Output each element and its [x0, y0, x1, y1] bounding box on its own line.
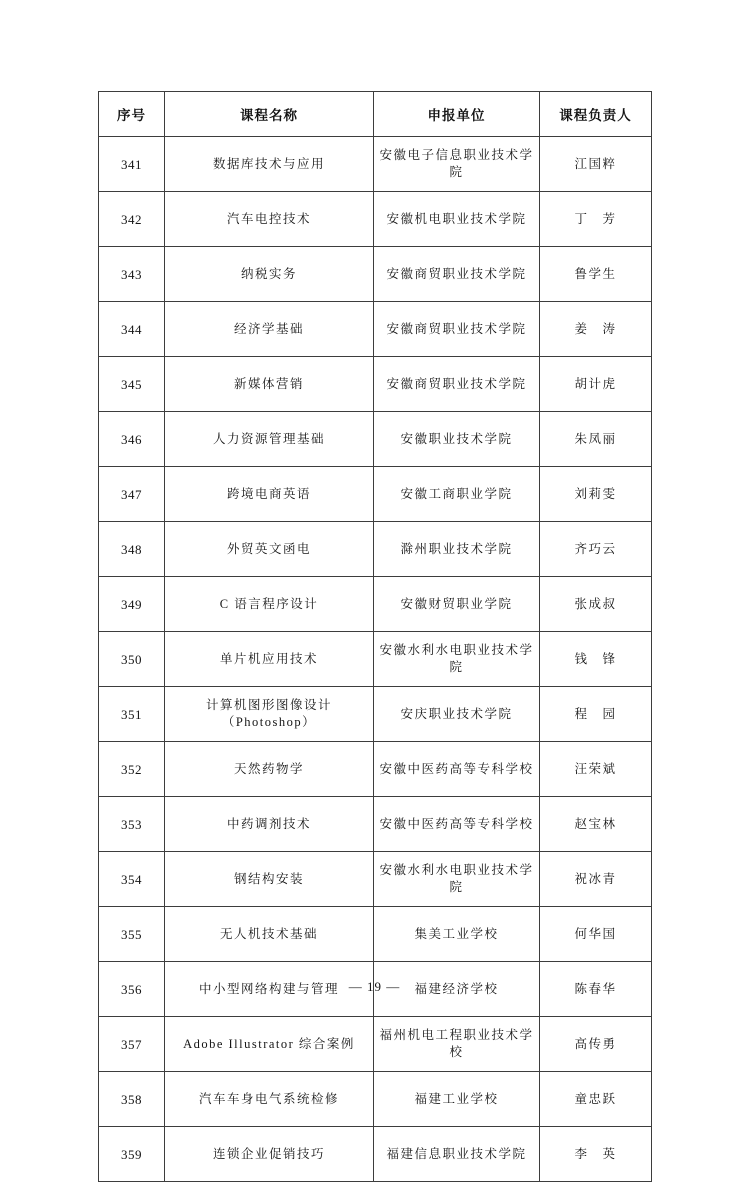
- cell-applicant-unit: 安徽商贸职业技术学院: [374, 357, 540, 412]
- cell-applicant-unit: 福建工业学校: [374, 1072, 540, 1127]
- table-row: [99, 632, 652, 687]
- cell-course-name: 计算机图形图像设计（Photoshop）: [165, 687, 374, 742]
- table-row: [99, 247, 652, 302]
- page-number: — 19 —: [348, 979, 401, 994]
- cell-serial-number: 358: [99, 1072, 165, 1127]
- cell-applicant-unit: 福建经济学校: [374, 962, 540, 1017]
- table-row: [99, 192, 652, 247]
- cell-course-leader: 鲁学生: [540, 247, 652, 302]
- cell-applicant-unit: 安徽工商职业学院: [374, 467, 540, 522]
- cell-serial-number: 341: [99, 137, 165, 192]
- cell-course-name: 经济学基础: [165, 302, 374, 357]
- table-row: [99, 687, 652, 742]
- cell-applicant-unit: 安徽水利水电职业技术学院: [374, 852, 540, 907]
- table-row: [99, 1072, 652, 1127]
- table-row: [99, 797, 652, 852]
- cell-applicant-unit: 安徽机电职业技术学院: [374, 192, 540, 247]
- cell-course-leader: 姜 涛: [540, 302, 652, 357]
- cell-serial-number: 359: [99, 1127, 165, 1182]
- cell-serial-number: 356: [99, 962, 165, 1017]
- cell-course-leader: 张成叔: [540, 577, 652, 632]
- cell-applicant-unit: 安徽中医药高等专科学校: [374, 742, 540, 797]
- cell-course-name: 无人机技术基础: [165, 907, 374, 962]
- cell-course-name: 汽车电控技术: [165, 192, 374, 247]
- header-course-name: 课程名称: [165, 92, 374, 137]
- table-row: [99, 412, 652, 467]
- cell-applicant-unit: 安徽中医药高等专科学校: [374, 797, 540, 852]
- cell-serial-number: 357: [99, 1017, 165, 1072]
- cell-course-name: 汽车车身电气系统检修: [165, 1072, 374, 1127]
- cell-course-leader: 胡计虎: [540, 357, 652, 412]
- cell-course-leader: 高传勇: [540, 1017, 652, 1072]
- table-row: [99, 137, 652, 192]
- cell-applicant-unit: 滁州职业技术学院: [374, 522, 540, 577]
- cell-applicant-unit: 安徽商贸职业技术学院: [374, 302, 540, 357]
- table-row: [99, 577, 652, 632]
- table-row: [99, 467, 652, 522]
- cell-serial-number: 347: [99, 467, 165, 522]
- cell-serial-number: 342: [99, 192, 165, 247]
- table-row: [99, 522, 652, 577]
- table-row: [99, 357, 652, 412]
- cell-applicant-unit: 安徽电子信息职业技术学院: [374, 137, 540, 192]
- table-body: [99, 137, 652, 1182]
- header-serial-number: 序号: [99, 92, 165, 137]
- cell-applicant-unit: 安庆职业技术学院: [374, 687, 540, 742]
- cell-course-leader: 陈春华: [540, 962, 652, 1017]
- table-row: [99, 742, 652, 797]
- cell-course-name: 外贸英文函电: [165, 522, 374, 577]
- cell-course-name: 天然药物学: [165, 742, 374, 797]
- table-row: [99, 302, 652, 357]
- cell-applicant-unit: 安徽财贸职业学院: [374, 577, 540, 632]
- cell-course-name: 跨境电商英语: [165, 467, 374, 522]
- cell-applicant-unit: 福州机电工程职业技术学校: [374, 1017, 540, 1072]
- courses-table: [98, 91, 652, 1182]
- cell-course-name: Adobe Illustrator 综合案例: [165, 1017, 374, 1072]
- cell-course-leader: 祝冰青: [540, 852, 652, 907]
- cell-applicant-unit: 集美工业学校: [374, 907, 540, 962]
- cell-course-leader: 何华国: [540, 907, 652, 962]
- cell-applicant-unit: 福建信息职业技术学院: [374, 1127, 540, 1182]
- cell-serial-number: 349: [99, 577, 165, 632]
- table-row: [99, 852, 652, 907]
- cell-course-leader: 李 英: [540, 1127, 652, 1182]
- cell-course-leader: 齐巧云: [540, 522, 652, 577]
- cell-serial-number: 353: [99, 797, 165, 852]
- cell-course-name: 连锁企业促销技巧: [165, 1127, 374, 1182]
- table-header-row: [99, 92, 652, 137]
- cell-course-leader: 赵宝林: [540, 797, 652, 852]
- cell-course-name: 新媒体营销: [165, 357, 374, 412]
- cell-course-leader: 朱凤丽: [540, 412, 652, 467]
- cell-course-name: 钢结构安装: [165, 852, 374, 907]
- cell-course-leader: 钱 锋: [540, 632, 652, 687]
- header-applicant-unit: 申报单位: [374, 92, 540, 137]
- cell-serial-number: 350: [99, 632, 165, 687]
- cell-serial-number: 355: [99, 907, 165, 962]
- cell-serial-number: 343: [99, 247, 165, 302]
- cell-serial-number: 352: [99, 742, 165, 797]
- cell-serial-number: 351: [99, 687, 165, 742]
- cell-course-name: 纳税实务: [165, 247, 374, 302]
- table-row: [99, 1017, 652, 1072]
- cell-course-leader: 江国粹: [540, 137, 652, 192]
- header-course-leader: 课程负责人: [540, 92, 652, 137]
- cell-course-name: 中小型网络构建与管理: [165, 962, 374, 1017]
- cell-course-name: 单片机应用技术: [165, 632, 374, 687]
- cell-applicant-unit: 安徽职业技术学院: [374, 412, 540, 467]
- cell-course-leader: 程 园: [540, 687, 652, 742]
- cell-serial-number: 344: [99, 302, 165, 357]
- cell-applicant-unit: 安徽商贸职业技术学院: [374, 247, 540, 302]
- cell-course-name: 数据库技术与应用: [165, 137, 374, 192]
- cell-course-name: C 语言程序设计: [165, 577, 374, 632]
- cell-serial-number: 348: [99, 522, 165, 577]
- cell-course-leader: 汪荣斌: [540, 742, 652, 797]
- table-row: [99, 907, 652, 962]
- cell-applicant-unit: 安徽水利水电职业技术学院: [374, 632, 540, 687]
- cell-course-name: 人力资源管理基础: [165, 412, 374, 467]
- cell-course-leader: 刘莉雯: [540, 467, 652, 522]
- cell-course-leader: 童忠跃: [540, 1072, 652, 1127]
- table-row: [99, 1127, 652, 1182]
- cell-serial-number: 354: [99, 852, 165, 907]
- cell-serial-number: 346: [99, 412, 165, 467]
- cell-serial-number: 345: [99, 357, 165, 412]
- cell-course-name: 中药调剂技术: [165, 797, 374, 852]
- cell-course-leader: 丁 芳: [540, 192, 652, 247]
